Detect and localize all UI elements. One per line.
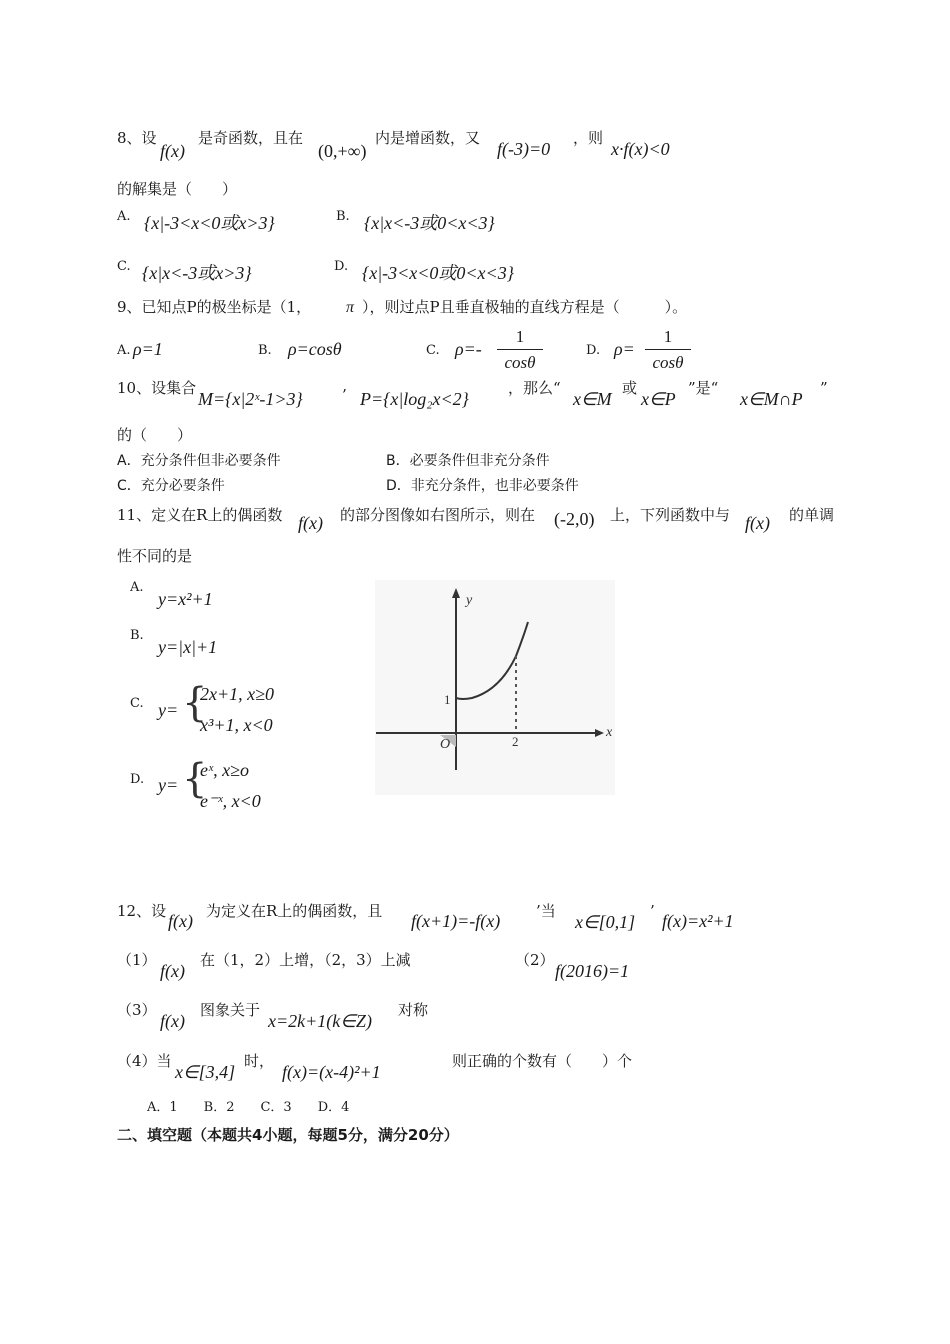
q9-option-d-lhs: ρ= <box>614 339 635 359</box>
q12-number: 12、设 <box>117 902 167 920</box>
q12-s2-label: （2） <box>515 951 555 969</box>
q10-comma: ’ <box>342 386 347 404</box>
q11-text3: 的单调 <box>789 506 835 524</box>
q9-d-denominator: cosθ <box>652 353 684 372</box>
q12-s1-label: （1） <box>117 951 157 969</box>
q8-text4: 的解集是（ ） <box>117 180 238 198</box>
q12-s4-eq: f(x)=(x-4)²+1 <box>282 1062 381 1082</box>
q9-c-denominator: cosθ <box>504 353 536 372</box>
section-2-heading: 二、填空题（本题共4小题，每题5分，满分20分） <box>117 1126 459 1144</box>
q9-text2: ），则过点P且垂直极轴的直线方程是（ ）。 <box>362 298 688 316</box>
q10-text1: ，那么“ <box>508 379 561 397</box>
q9-option-c-fraction <box>497 327 543 373</box>
graph-x-label: x <box>606 725 613 740</box>
graph-y-tick: 1 <box>444 692 451 707</box>
q8-option-a: {x|-3<x<0或x>3} <box>144 213 275 233</box>
q10-set-m: M={x|2ˣ-1>3} <box>198 389 303 409</box>
q9-option-c-label: C. <box>426 343 440 358</box>
q12-s3-label: （3） <box>117 1001 157 1019</box>
q11-text1: 的部分图像如右图所示，则在 <box>340 506 536 524</box>
q11-fx2: f(x) <box>745 513 770 533</box>
q11-option-d-line1: eˣ, x≥o <box>200 760 249 780</box>
q8-option-d-label: D. <box>334 259 349 274</box>
q11-number: 11、定义在R上的偶函数 <box>117 506 283 524</box>
q12-s2-text: f(2016)=1 <box>555 961 630 981</box>
q9-option-b: ρ=cosθ <box>288 339 342 359</box>
q12-options: A．1 B．2 C．3 D．4 <box>147 1100 350 1115</box>
q8-option-c-label: C. <box>117 259 131 274</box>
q8-option-b: {x|x<-3或0<x<3} <box>364 213 495 233</box>
q9-option-d-label: D. <box>586 343 601 358</box>
q11-option-a: y=x²+1 <box>158 589 213 609</box>
q10-text4: 的（ ） <box>117 426 193 444</box>
q11-option-d-line2: e⁻ˣ, x<0 <box>200 791 261 811</box>
q12-eq2: f(x)=x²+1 <box>662 911 734 931</box>
q9-option-b-label: B. <box>258 343 272 358</box>
q12-s4-text: 时， <box>244 1052 275 1070</box>
q8-option-a-label: A. <box>117 209 131 224</box>
q10-x-in-m: x∈M <box>573 389 612 409</box>
graph-y-label: y <box>466 593 473 608</box>
q11-option-c-line2: x³+1, x<0 <box>200 715 273 735</box>
q11-option-c-label: C. <box>130 696 144 711</box>
q11-option-b: y=|x|+1 <box>158 637 218 657</box>
q11-function-graph <box>370 580 620 795</box>
q10-number: 10、设集合 <box>117 379 197 397</box>
q11-option-c-line1: 2x+1, x≥0 <box>200 684 275 704</box>
q11-text2: 上，下列函数中与 <box>610 506 731 524</box>
q8-interval: (0,+∞) <box>318 141 367 161</box>
q10-option-d: D．非充分条件，也非必要条件 <box>386 478 579 494</box>
q11-option-a-label: A. <box>130 580 144 595</box>
q10-option-c: C．充分必要条件 <box>117 478 225 494</box>
q10-option-b: B．必要条件但非充分条件 <box>386 453 550 469</box>
q8-text1: 是奇函数，且在 <box>198 129 304 147</box>
q11-interval: (-2,0) <box>554 509 595 529</box>
q12-domain: x∈[0,1] <box>575 912 636 932</box>
q9-text: 9、已知点P的极坐标是（1， <box>117 298 312 316</box>
q9-pi: π <box>346 299 355 316</box>
graph-background <box>375 580 615 795</box>
q12-text3: ’ <box>650 902 655 920</box>
q10-option-a: A．充分条件但非必要条件 <box>117 453 281 469</box>
q12-s3-fx: f(x) <box>160 1011 185 1031</box>
q8-text2: 内是增函数，又 <box>375 129 481 147</box>
q10-text2: ”是“ <box>688 379 719 397</box>
q12-s1-fx: f(x) <box>160 961 185 981</box>
q12-s4-label: （4）当 <box>117 1052 172 1070</box>
q12-s4-text2: 则正确的个数有（ ）个 <box>452 1052 633 1070</box>
q11-option-c-y: y= <box>158 700 179 720</box>
q11-text4: 性不同的是 <box>117 547 193 565</box>
q12-s1-text: 在（1，2）上增，（2，3）上减 <box>200 951 411 969</box>
q12-eq1: f(x+1)=-f(x) <box>411 911 501 931</box>
q11-option-b-label: B. <box>130 628 144 643</box>
q11-option-d-brace: { <box>182 756 208 802</box>
q9-option-c-lhs: ρ=- <box>455 339 482 359</box>
q8-condition: f(-3)=0 <box>497 139 551 159</box>
q12-text1: 为定义在R上的偶函数，且 <box>206 902 383 920</box>
q10-x-in-p: x∈P <box>641 389 676 409</box>
q8-text3: ，则 <box>573 129 604 147</box>
q10-or: 或 <box>622 379 638 397</box>
q9-option-a: ρ=1 <box>133 339 163 359</box>
q11-option-c-brace: { <box>182 680 208 726</box>
q10-text3: ” <box>820 379 828 397</box>
q10-set-p: P={x|log₂x<2} <box>360 389 469 409</box>
q11-option-d-label: D. <box>130 772 145 787</box>
q8-option-c: {x|x<-3或x>3} <box>142 263 252 283</box>
q9-d-numerator: 1 <box>645 327 691 350</box>
q12-fx: f(x) <box>168 911 193 931</box>
q12-s4-domain: x∈[3,4] <box>175 1062 236 1082</box>
q8-fx: f(x) <box>160 141 185 161</box>
q11-option-d-y: y= <box>158 775 179 795</box>
q12-text2: ’当 <box>536 902 556 920</box>
q9-option-a-label: A. <box>117 343 131 358</box>
graph-x-tick: 2 <box>512 734 519 749</box>
q12-s3-text: 图象关于 <box>200 1001 261 1019</box>
graph-origin-label: O <box>440 737 451 752</box>
q12-s3-eq: x=2k+1(k∈Z) <box>268 1011 372 1031</box>
q8-inequality: x·f(x)<0 <box>611 139 670 159</box>
q11-fx: f(x) <box>298 513 323 533</box>
q9-c-numerator: 1 <box>497 327 543 350</box>
q8-number: 8、设 <box>117 129 157 147</box>
q10-x-in-mp: x∈M∩P <box>740 389 803 409</box>
q8-option-b-label: B. <box>336 209 350 224</box>
q8-option-d: {x|-3<x<0或0<x<3} <box>362 263 514 283</box>
q12-s3-text2: 对称 <box>398 1001 429 1019</box>
q9-option-d-fraction <box>645 327 691 373</box>
